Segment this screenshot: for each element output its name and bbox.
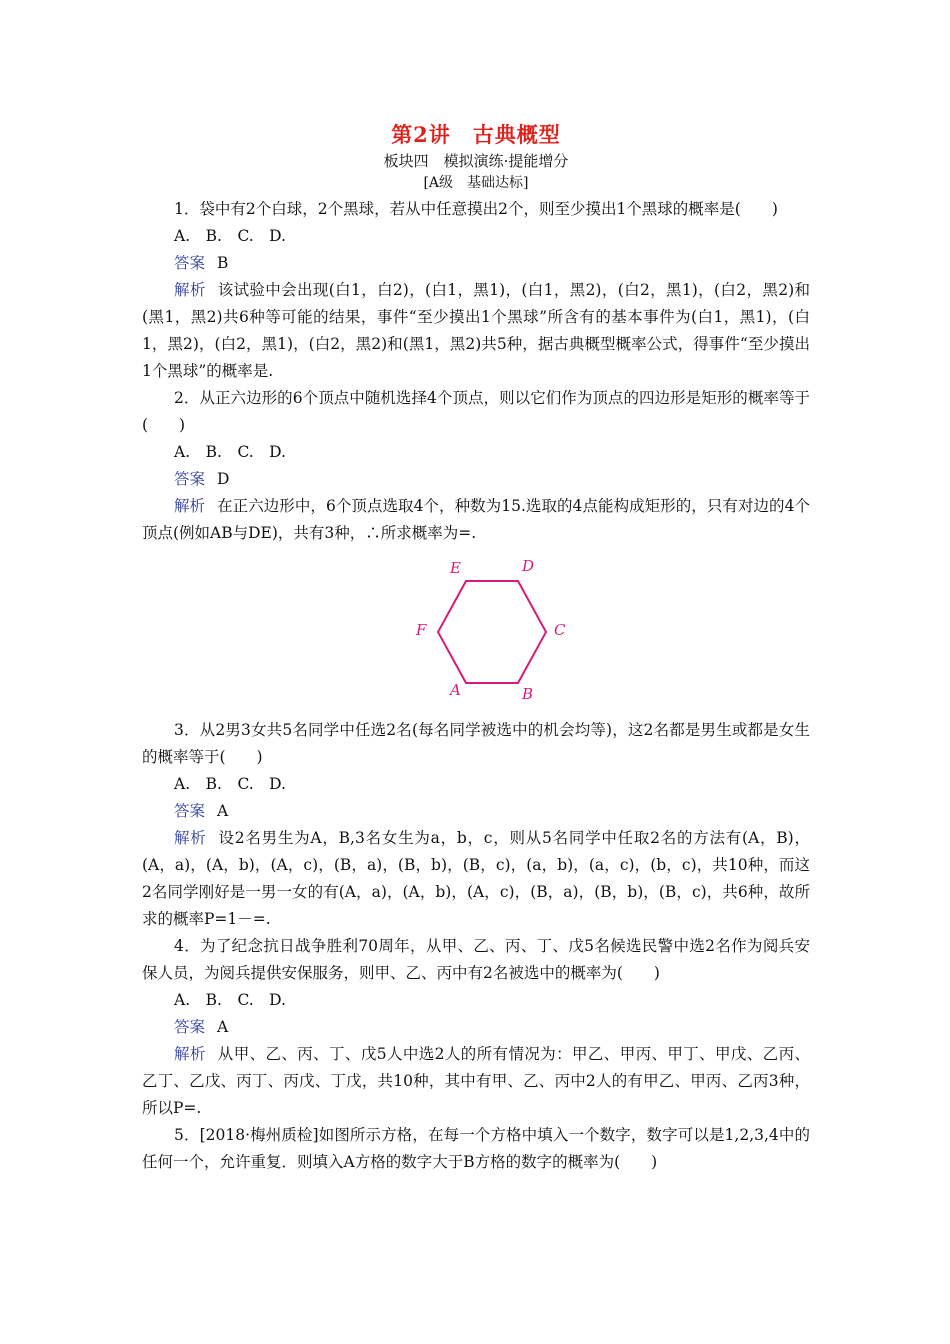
answer-label: 答案 xyxy=(174,1018,206,1036)
document-page xyxy=(142,120,810,1176)
question-3-analysis xyxy=(142,825,810,933)
analysis-label: 解析 xyxy=(174,281,206,299)
question-4-analysis xyxy=(142,1041,810,1122)
question-5-stem: 5．[2018·梅州质检]如图所示方格，在每一个方格中填入一个数字，数字可以是1,2,3,4中的任何一个，允许重复．则填入A方格的数字大于B方格的数字的概率为( ) xyxy=(142,1126,810,1171)
answer-value: A xyxy=(217,802,229,820)
level-heading: [A级 基础达标] xyxy=(423,175,529,191)
question-2-answer xyxy=(142,466,810,493)
question-2-stem: 2．从正六边形的6个顶点中随机选择4个顶点，则以它们作为顶点的四边形是矩形的概率等于( ) xyxy=(142,389,810,434)
question-1-stem: 1．袋中有2个白球，2个黑球，若从中任意摸出2个，则至少摸出1个黑球的概率是( ) xyxy=(174,200,778,218)
vertex-label-e: E xyxy=(450,559,461,577)
question-4-options: A. B. C. D. xyxy=(174,991,286,1009)
analysis-label: 解析 xyxy=(174,1045,206,1063)
vertex-label-b: B xyxy=(522,685,534,703)
question-4-answer xyxy=(142,1014,810,1041)
question-1-options: A. B. C. D. xyxy=(174,227,286,245)
analysis-text: 在正六边形中，6个顶点选取4个，种数为15.选取的4点能构成矩形的，只有对边的4个顶点(例如AB与DE)，共有3种，∴所求概率为=. xyxy=(142,497,810,542)
question-1-answer xyxy=(142,250,810,277)
hexagon-diagram xyxy=(408,557,576,707)
question-1-analysis xyxy=(142,277,810,385)
analysis-text: 从甲、乙、丙、丁、戊5人中选2人的所有情况为：甲乙、甲丙、甲丁、甲戊、乙丙、乙丁、乙戊、丙丁、丙戊、丁戊，共10种，其中有甲、乙、丙中2人的有甲乙、甲丙、乙丙3种，所以P=. xyxy=(142,1045,810,1117)
analysis-label: 解析 xyxy=(174,497,206,515)
answer-value: B xyxy=(217,254,229,272)
answer-label: 答案 xyxy=(174,254,206,272)
answer-label: 答案 xyxy=(174,802,206,820)
vertex-label-d: D xyxy=(522,557,535,575)
answer-value: D xyxy=(217,470,230,488)
lesson-title: 第2讲 古典概型 xyxy=(391,122,561,147)
question-2-options: A. B. C. D. xyxy=(174,443,286,461)
question-3-answer xyxy=(142,798,810,825)
question-4-stem: 4．为了纪念抗日战争胜利70周年，从甲、乙、丙、丁、戊5名候选民警中选2名作为阅兵安保人员，为阅兵提供安保服务，则甲、乙、丙中有2名被选中的概率为( ) xyxy=(142,937,810,982)
section-subtitle: 板块四 模拟演练·提能增分 xyxy=(383,152,569,170)
vertex-label-a: A xyxy=(450,681,461,699)
question-2-analysis xyxy=(142,493,810,547)
vertex-label-f: F xyxy=(416,621,427,639)
question-3-options: A. B. C. D. xyxy=(174,775,286,793)
answer-value: A xyxy=(217,1018,229,1036)
analysis-label: 解析 xyxy=(174,829,207,847)
answer-label: 答案 xyxy=(174,470,206,488)
analysis-text: 该试验中会出现(白1，白2)，(白1，黑1)，(白1，黑2)，(白2，黑1)，(白2，黑2)和(黑1，黑2)共6种等可能的结果，事件“至少摸出1个黑球”所含有的基本事件为(白1，黑1)，(白1，黑2)，(白2，黑1)，(白2，黑2)和(黑1，黑2)共5种，据古典概型概率公式，得事件“至少摸出1个黑球”的概率是. xyxy=(142,281,810,380)
hexagon-shape xyxy=(438,581,546,683)
vertex-label-c: C xyxy=(554,621,566,639)
question-3-stem: 3．从2男3女共5名同学中任选2名(每名同学被选中的机会均等)，这2名都是男生或都是女生的概率等于( ) xyxy=(142,721,810,766)
hexagon-figure xyxy=(408,557,576,707)
analysis-text: 设2名男生为A，B,3名女生为a，b，c，则从5名同学中任取2名的方法有(A，B)，(A，a)，(A，b)，(A，c)，(B，a)，(B，b)，(B，c)，(a，b)，(a，c)，(b，c)，共10种，而这2名同学刚好是一男一女的有(A，a)，(A，b)，(A，c)，(B，a)，(B，b)，(B，c)，共6种，故所求的概率P=1－=. xyxy=(142,829,810,928)
